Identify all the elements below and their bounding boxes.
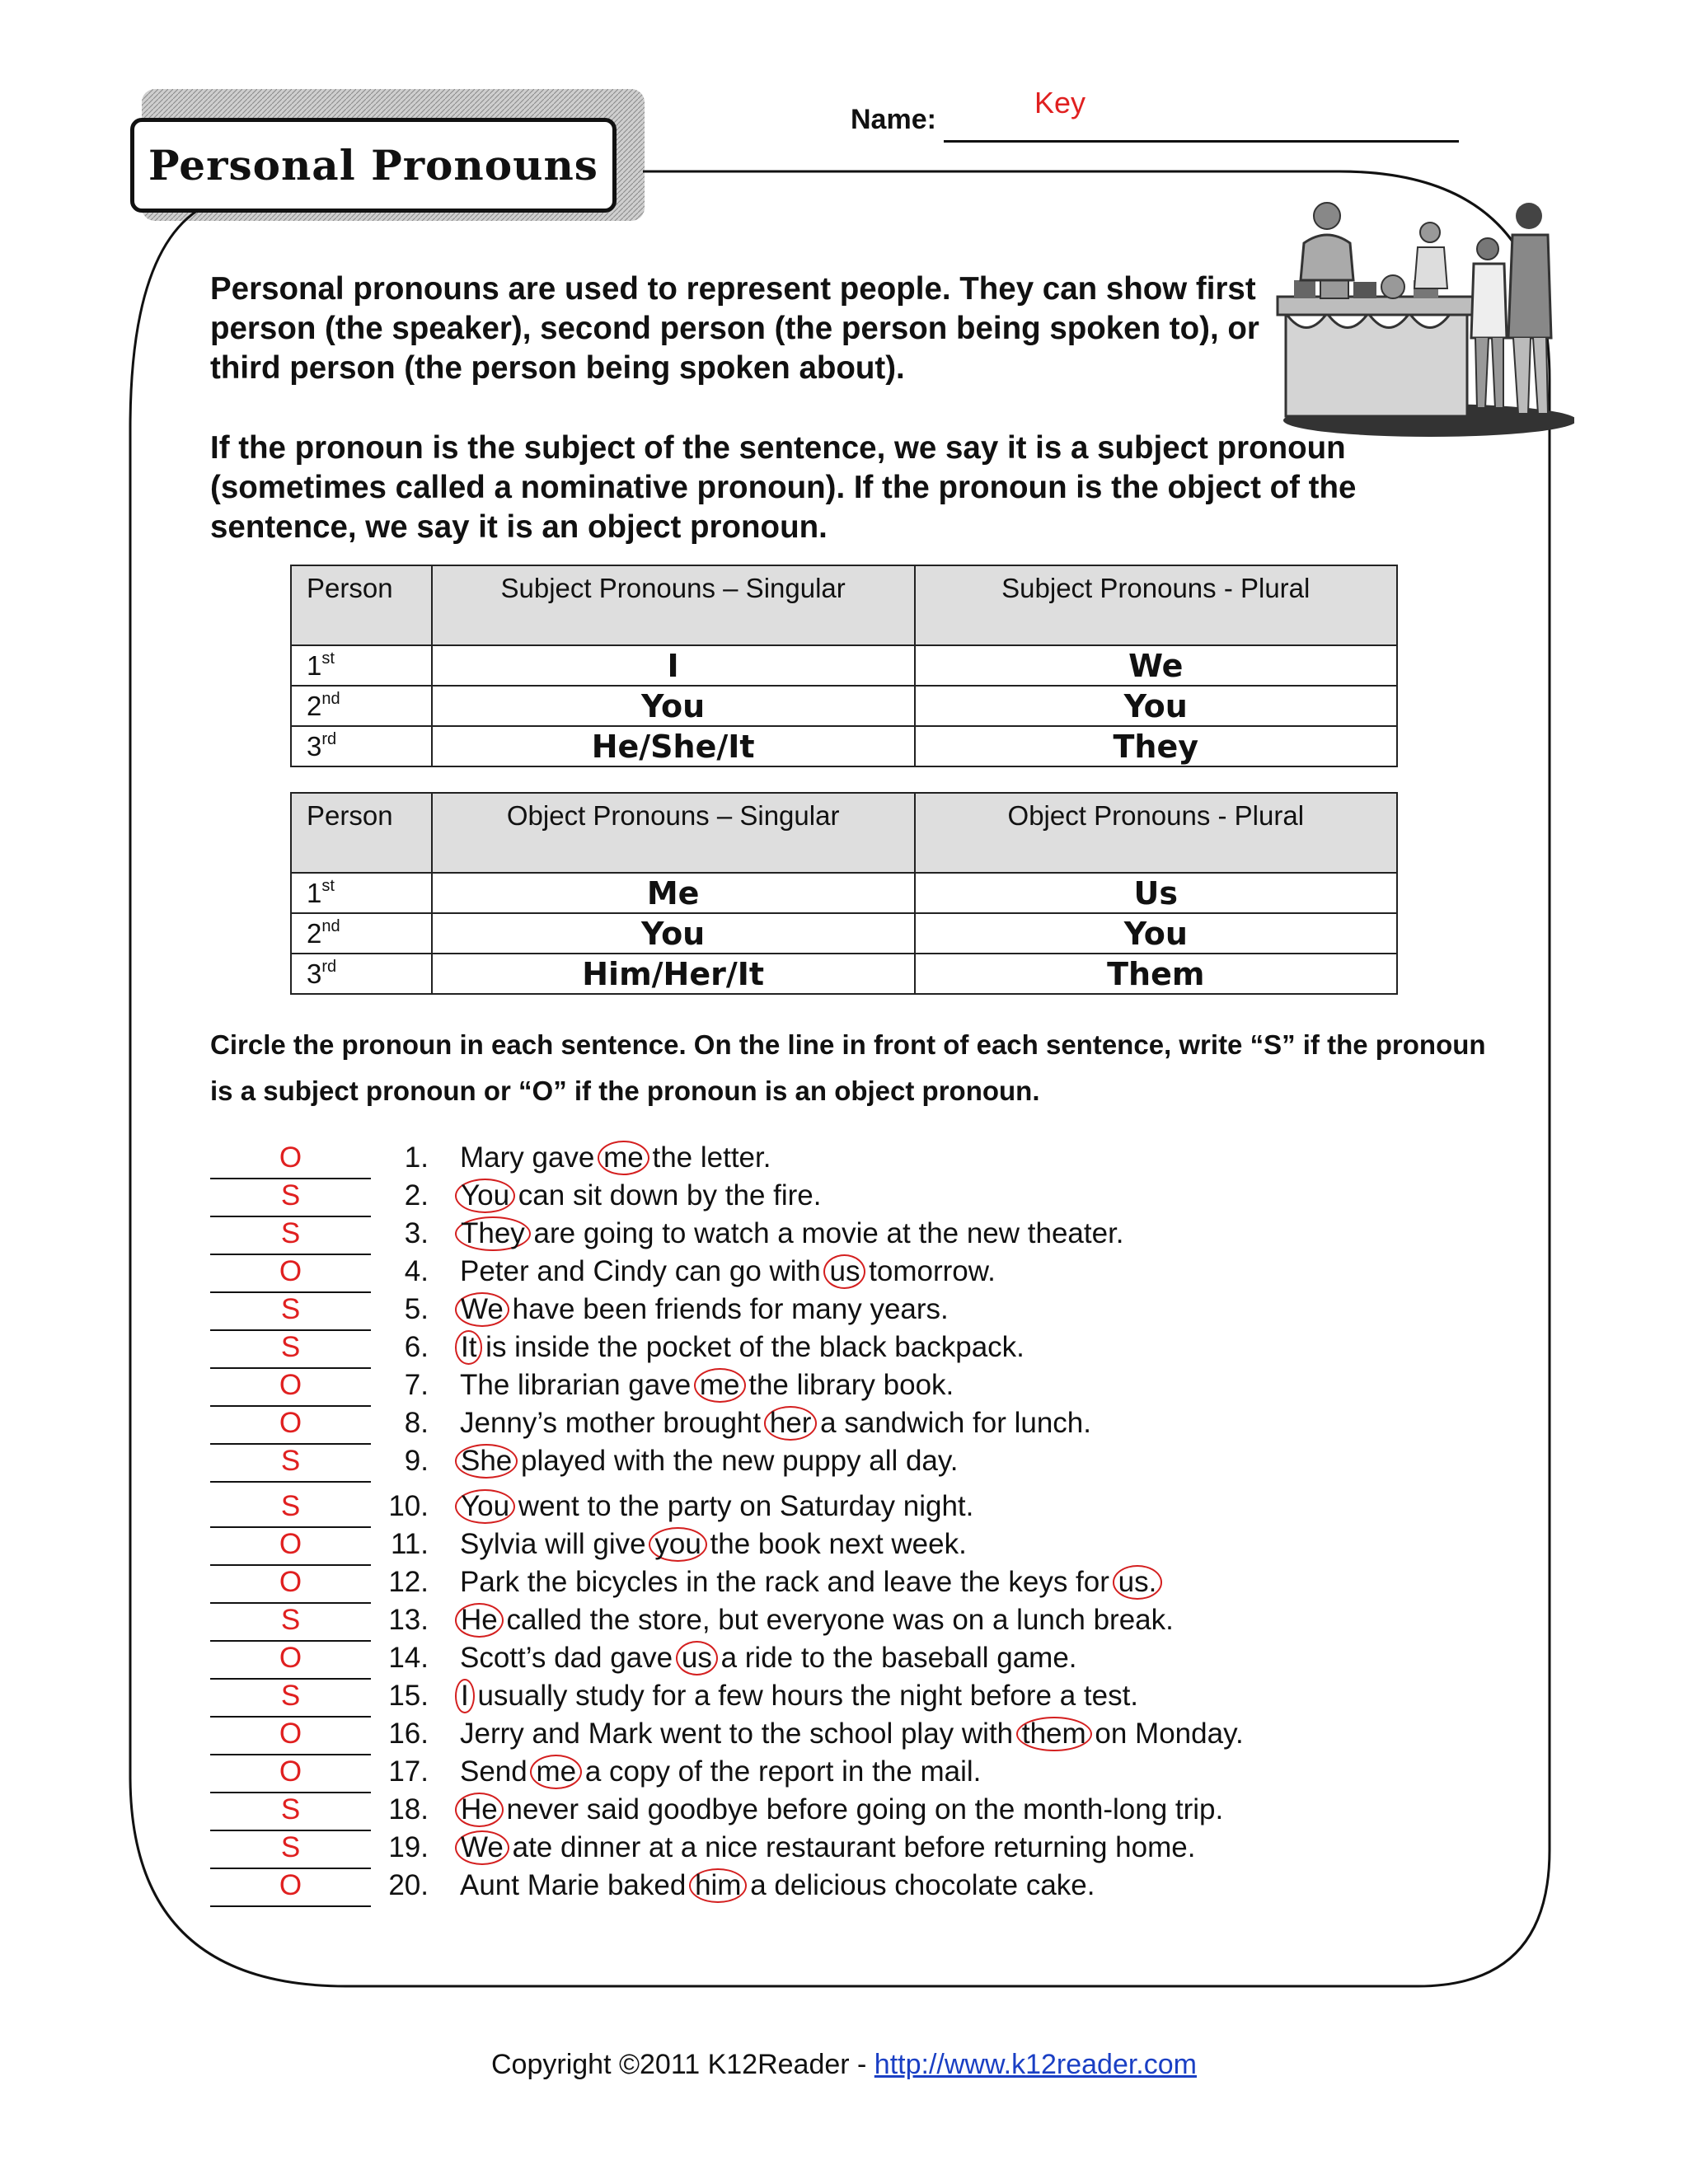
- exercise-number: 17.: [388, 1755, 429, 1788]
- exercise-number: 10.: [388, 1490, 429, 1522]
- exercise-item: [210, 1566, 1447, 1604]
- circled-pronoun: It: [455, 1330, 482, 1365]
- plural-cell: You: [915, 913, 1397, 954]
- table-row: [291, 645, 1397, 686]
- answer-line[interactable]: O: [210, 1407, 371, 1445]
- table-row: [291, 726, 1397, 766]
- circled-pronoun: He: [455, 1603, 504, 1638]
- page-title: Personal Pronouns: [148, 141, 598, 190]
- plural-cell: Us: [915, 873, 1397, 913]
- answer-line[interactable]: O: [210, 1718, 371, 1755]
- exercise-item: [210, 1642, 1447, 1680]
- sentence: Park the bicycles in the rack and leave the keys for us.: [460, 1566, 1157, 1599]
- k12reader-link[interactable]: http://www.k12reader.com: [874, 2049, 1197, 2080]
- name-value: Key: [1034, 86, 1086, 120]
- title-box: [130, 118, 617, 213]
- exercise-number: 16.: [388, 1718, 429, 1750]
- sentence: Peter and Cindy can go with us tomorrow.: [460, 1255, 996, 1287]
- person-cell: 3rd: [291, 954, 432, 994]
- circled-pronoun: me: [694, 1368, 746, 1403]
- exercise-number: 14.: [388, 1642, 429, 1674]
- circled-pronoun: us: [823, 1254, 865, 1289]
- circled-pronoun: you: [649, 1527, 706, 1562]
- sentence: They are going to watch a movie at the new theater.: [460, 1217, 1124, 1250]
- answer-line[interactable]: O: [210, 1642, 371, 1680]
- person-cell: 2nd: [291, 686, 432, 726]
- sentence: She played with the new puppy all day.: [460, 1445, 959, 1478]
- sentence: You can sit down by the fire.: [460, 1179, 821, 1212]
- table-header-row: [291, 793, 1397, 873]
- circled-pronoun: He: [455, 1793, 504, 1827]
- exercise-item: [210, 1369, 1447, 1407]
- sentence: He called the store, but everyone was on a lunch break.: [460, 1604, 1174, 1637]
- answer-line[interactable]: S: [210, 1331, 371, 1369]
- exercise-number: 12.: [388, 1566, 429, 1598]
- circled-pronoun: them: [1016, 1717, 1092, 1751]
- answer-line[interactable]: S: [210, 1490, 371, 1528]
- exercise-number: 20.: [388, 1869, 429, 1901]
- sentence: I usually study for a few hours the night before a test.: [460, 1680, 1138, 1713]
- sentence: It is inside the pocket of the black backpack.: [460, 1331, 1025, 1364]
- plural-cell: Them: [915, 954, 1397, 994]
- exercise-item: [210, 1528, 1447, 1566]
- sentence: Scott’s dad gave us a ride to the baseball game.: [460, 1642, 1077, 1674]
- person-cell: 3rd: [291, 726, 432, 766]
- answer-line[interactable]: S: [210, 1831, 371, 1869]
- exercise-item: [210, 1831, 1447, 1869]
- exercise-item: [210, 1293, 1447, 1331]
- circled-pronoun: You: [455, 1179, 515, 1213]
- exercise-number: 18.: [388, 1793, 429, 1825]
- exercise-item: [210, 1869, 1447, 1907]
- column-header: Subject Pronouns – Singular: [432, 565, 915, 645]
- exercise-number: 9.: [404, 1445, 429, 1477]
- answer-line[interactable]: S: [210, 1293, 371, 1331]
- table-header-row: [291, 565, 1397, 645]
- person-cell: 1st: [291, 645, 432, 686]
- intro-paragraph-1: Personal pronouns are used to represent people. They can show first person (the speaker), second person (the person being spoken to), or third person (the person being spoken about).: [210, 271, 1259, 386]
- exercise-number: 3.: [404, 1217, 429, 1249]
- sentence: You went to the party on Saturday night.: [460, 1490, 973, 1523]
- exercise-item: [210, 1407, 1447, 1445]
- answer-line[interactable]: O: [210, 1528, 371, 1566]
- answer-line[interactable]: O: [210, 1566, 371, 1604]
- column-header: Object Pronouns – Singular: [432, 793, 915, 873]
- table-row: [291, 913, 1397, 954]
- sentence: We ate dinner at a nice restaurant before returning home.: [460, 1831, 1195, 1864]
- circled-pronoun: We: [455, 1292, 509, 1327]
- copyright-footer: [0, 2049, 1688, 2081]
- singular-cell: He/She/It: [432, 726, 915, 766]
- plural-cell: We: [915, 645, 1397, 686]
- answer-line[interactable]: O: [210, 1369, 371, 1407]
- exercise-item: [210, 1793, 1447, 1831]
- exercise-number: 19.: [388, 1831, 429, 1863]
- exercise-item: [210, 1255, 1447, 1293]
- sentence: He never said goodbye before going on the month-long trip.: [460, 1793, 1223, 1826]
- exercise-item: [210, 1179, 1447, 1217]
- plural-cell: They: [915, 726, 1397, 766]
- exercise-item: [210, 1445, 1447, 1483]
- exercise-number: 11.: [390, 1528, 429, 1560]
- circled-pronoun: I: [455, 1679, 475, 1713]
- sentence: Send me a copy of the report in the mail.: [460, 1755, 982, 1788]
- exercise-item: [210, 1141, 1447, 1179]
- circled-pronoun: me: [598, 1141, 649, 1175]
- answer-line[interactable]: O: [210, 1755, 371, 1793]
- answer-line[interactable]: S: [210, 1445, 371, 1483]
- sentence: We have been friends for many years.: [460, 1293, 949, 1326]
- column-header: Object Pronouns - Plural: [915, 793, 1397, 873]
- column-header: Person: [291, 565, 432, 645]
- name-label: Name:: [851, 104, 936, 135]
- exercise-number: 1.: [404, 1141, 429, 1174]
- exercise-number: 5.: [404, 1293, 429, 1325]
- circled-pronoun: They: [455, 1216, 531, 1251]
- exercise-number: 13.: [388, 1604, 429, 1636]
- exercise-item: [210, 1680, 1447, 1718]
- subject-pronouns-table: [290, 565, 1398, 767]
- exercise-number: 15.: [388, 1680, 429, 1712]
- table-row: [291, 686, 1397, 726]
- person-cell: 2nd: [291, 913, 432, 954]
- plural-cell: You: [915, 686, 1397, 726]
- name-line: [944, 140, 1459, 143]
- answer-line[interactable]: O: [210, 1141, 371, 1179]
- table-row: [291, 873, 1397, 913]
- exercise-number: 6.: [404, 1331, 429, 1363]
- answer-line[interactable]: S: [210, 1604, 371, 1642]
- exercise-item: [210, 1217, 1447, 1255]
- exercise-item: [210, 1718, 1447, 1755]
- circled-pronoun: us.: [1113, 1565, 1163, 1600]
- table-row: [291, 954, 1397, 994]
- circled-pronoun: We: [455, 1830, 509, 1865]
- exercise-number: 2.: [404, 1179, 429, 1212]
- singular-cell: You: [432, 913, 915, 954]
- circled-pronoun: You: [455, 1489, 515, 1524]
- answer-line[interactable]: O: [210, 1255, 371, 1293]
- sentence: Jenny’s mother brought her a sandwich for lunch.: [460, 1407, 1091, 1439]
- singular-cell: I: [432, 645, 915, 686]
- circled-pronoun: her: [764, 1406, 818, 1441]
- exercise-item: [210, 1331, 1447, 1369]
- person-cell: 1st: [291, 873, 432, 913]
- circled-pronoun: him: [689, 1868, 747, 1903]
- column-header: Subject Pronouns - Plural: [915, 565, 1397, 645]
- exercise-item: [210, 1604, 1447, 1642]
- instructions: Circle the pronoun in each sentence. On the line in front of each sentence, write “S” if the pronoun is a subject pronoun or “O” if the pronoun is an object pronoun.: [210, 1029, 1486, 1106]
- sentence: Aunt Marie baked him a delicious chocolate cake.: [460, 1869, 1095, 1901]
- circled-pronoun: She: [455, 1444, 518, 1479]
- bake-sale-illustration: [1261, 198, 1574, 437]
- answer-line[interactable]: S: [210, 1793, 371, 1831]
- circled-pronoun: us: [676, 1641, 718, 1675]
- copyright-text: Copyright ©2011 K12Reader -: [491, 2049, 874, 2080]
- intro-paragraph-2: If the pronoun is the subject of the sentence, we say it is a subject pronoun (sometimes called a nominative pronoun). If the pronoun is the object of the sentence, we say it is an object pronoun.: [210, 430, 1357, 545]
- answer-line[interactable]: S: [210, 1179, 371, 1217]
- sentence: Mary gave me the letter.: [460, 1141, 771, 1174]
- singular-cell: You: [432, 686, 915, 726]
- answer-line[interactable]: S: [210, 1680, 371, 1718]
- exercise-number: 7.: [404, 1369, 429, 1401]
- singular-cell: Him/Her/It: [432, 954, 915, 994]
- circled-pronoun: me: [530, 1755, 582, 1789]
- column-header: Person: [291, 793, 432, 873]
- object-pronouns-table: [290, 792, 1398, 995]
- exercise-number: 4.: [404, 1255, 429, 1287]
- sentence: Sylvia will give you the book next week.: [460, 1528, 967, 1560]
- singular-cell: Me: [432, 873, 915, 913]
- exercise-item: [210, 1755, 1447, 1793]
- sentence: Jerry and Mark went to the school play with them on Monday.: [460, 1718, 1244, 1750]
- exercise-item: [210, 1490, 1447, 1528]
- sentence: The librarian gave me the library book.: [460, 1369, 954, 1401]
- answer-line[interactable]: S: [210, 1217, 371, 1255]
- exercise-number: 8.: [404, 1407, 429, 1439]
- answer-line[interactable]: O: [210, 1869, 371, 1907]
